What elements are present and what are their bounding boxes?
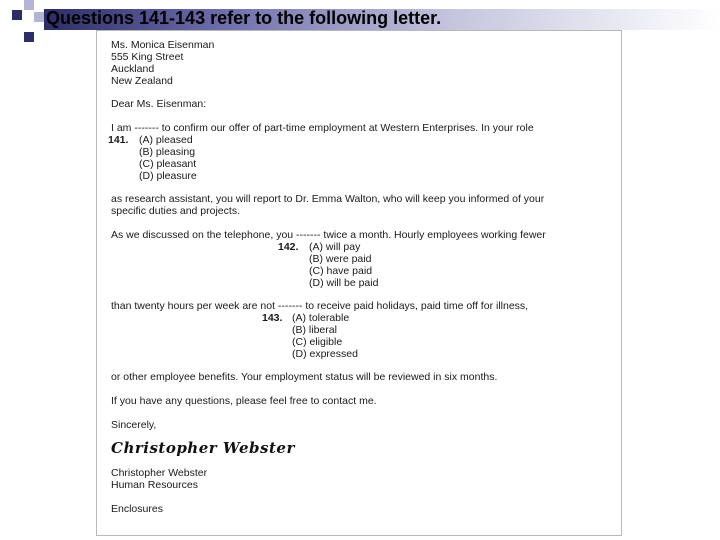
q141-option-c: (C) pleasant	[139, 158, 197, 170]
paragraph-3: If you have any questions, please feel free to contact me.	[111, 395, 377, 407]
q142-option-b: (B) were paid	[309, 253, 372, 265]
paragraph-1: I am ------- to confirm our offer of part-time employment at Western Enterprises. In your role	[111, 122, 534, 134]
q143-option-d: (D) expressed	[292, 348, 358, 360]
address-line-city: Auckland	[111, 63, 155, 75]
question-141-number: 141.	[108, 134, 129, 146]
address-line-country: New Zealand	[111, 75, 173, 87]
paragraph-1-cont-line-1: as research assistant, you will report to Dr. Emma Walton, who will keep you informed of your	[111, 193, 545, 205]
q143-option-c: (C) eligible	[292, 336, 343, 348]
q141-option-a: (A) pleased	[139, 134, 193, 146]
address-line-name: Ms. Monica Eisenman	[111, 39, 215, 51]
paragraph-2-end: or other employee benefits. Your employment status will be reviewed in six months.	[111, 371, 498, 383]
q141-option-d: (D) pleasure	[139, 170, 197, 182]
closing: Sincerely,	[111, 419, 157, 431]
decor-square-dark-2	[24, 32, 34, 42]
handwritten-signature: Christopher Webster	[111, 439, 295, 457]
paragraph-2: As we discussed on the telephone, you ------- twice a month. Hourly employees working fewer	[111, 229, 546, 241]
paragraph-1-cont-line-2: specific duties and projects.	[111, 205, 240, 217]
signer-department: Human Resources	[111, 479, 198, 491]
paragraph-2-cont: than twenty hours per week are not ------- to receive paid holidays, paid time off for illness,	[111, 300, 529, 312]
address-line-street: 555 King Street	[111, 51, 184, 63]
question-143-number: 143.	[262, 312, 283, 324]
enclosures-note: Enclosures	[111, 503, 163, 515]
q142-option-c: (C) have paid	[309, 265, 373, 277]
decor-square-light	[24, 0, 34, 10]
q142-option-d: (D) will be paid	[309, 277, 379, 289]
q143-option-b: (B) liberal	[292, 324, 337, 336]
salutation: Dear Ms. Eisenman:	[111, 98, 207, 110]
question-142-number: 142.	[278, 241, 299, 253]
decor-square-dark	[12, 10, 22, 20]
decor-square-light-2	[34, 12, 44, 22]
q142-option-a: (A) will pay	[309, 241, 361, 253]
signer-name: Christopher Webster	[111, 467, 208, 479]
slide-title: Questions 141-143 refer to the following letter.	[46, 8, 442, 28]
q141-option-b: (B) pleasing	[139, 146, 196, 158]
q143-option-a: (A) tolerable	[292, 312, 350, 324]
